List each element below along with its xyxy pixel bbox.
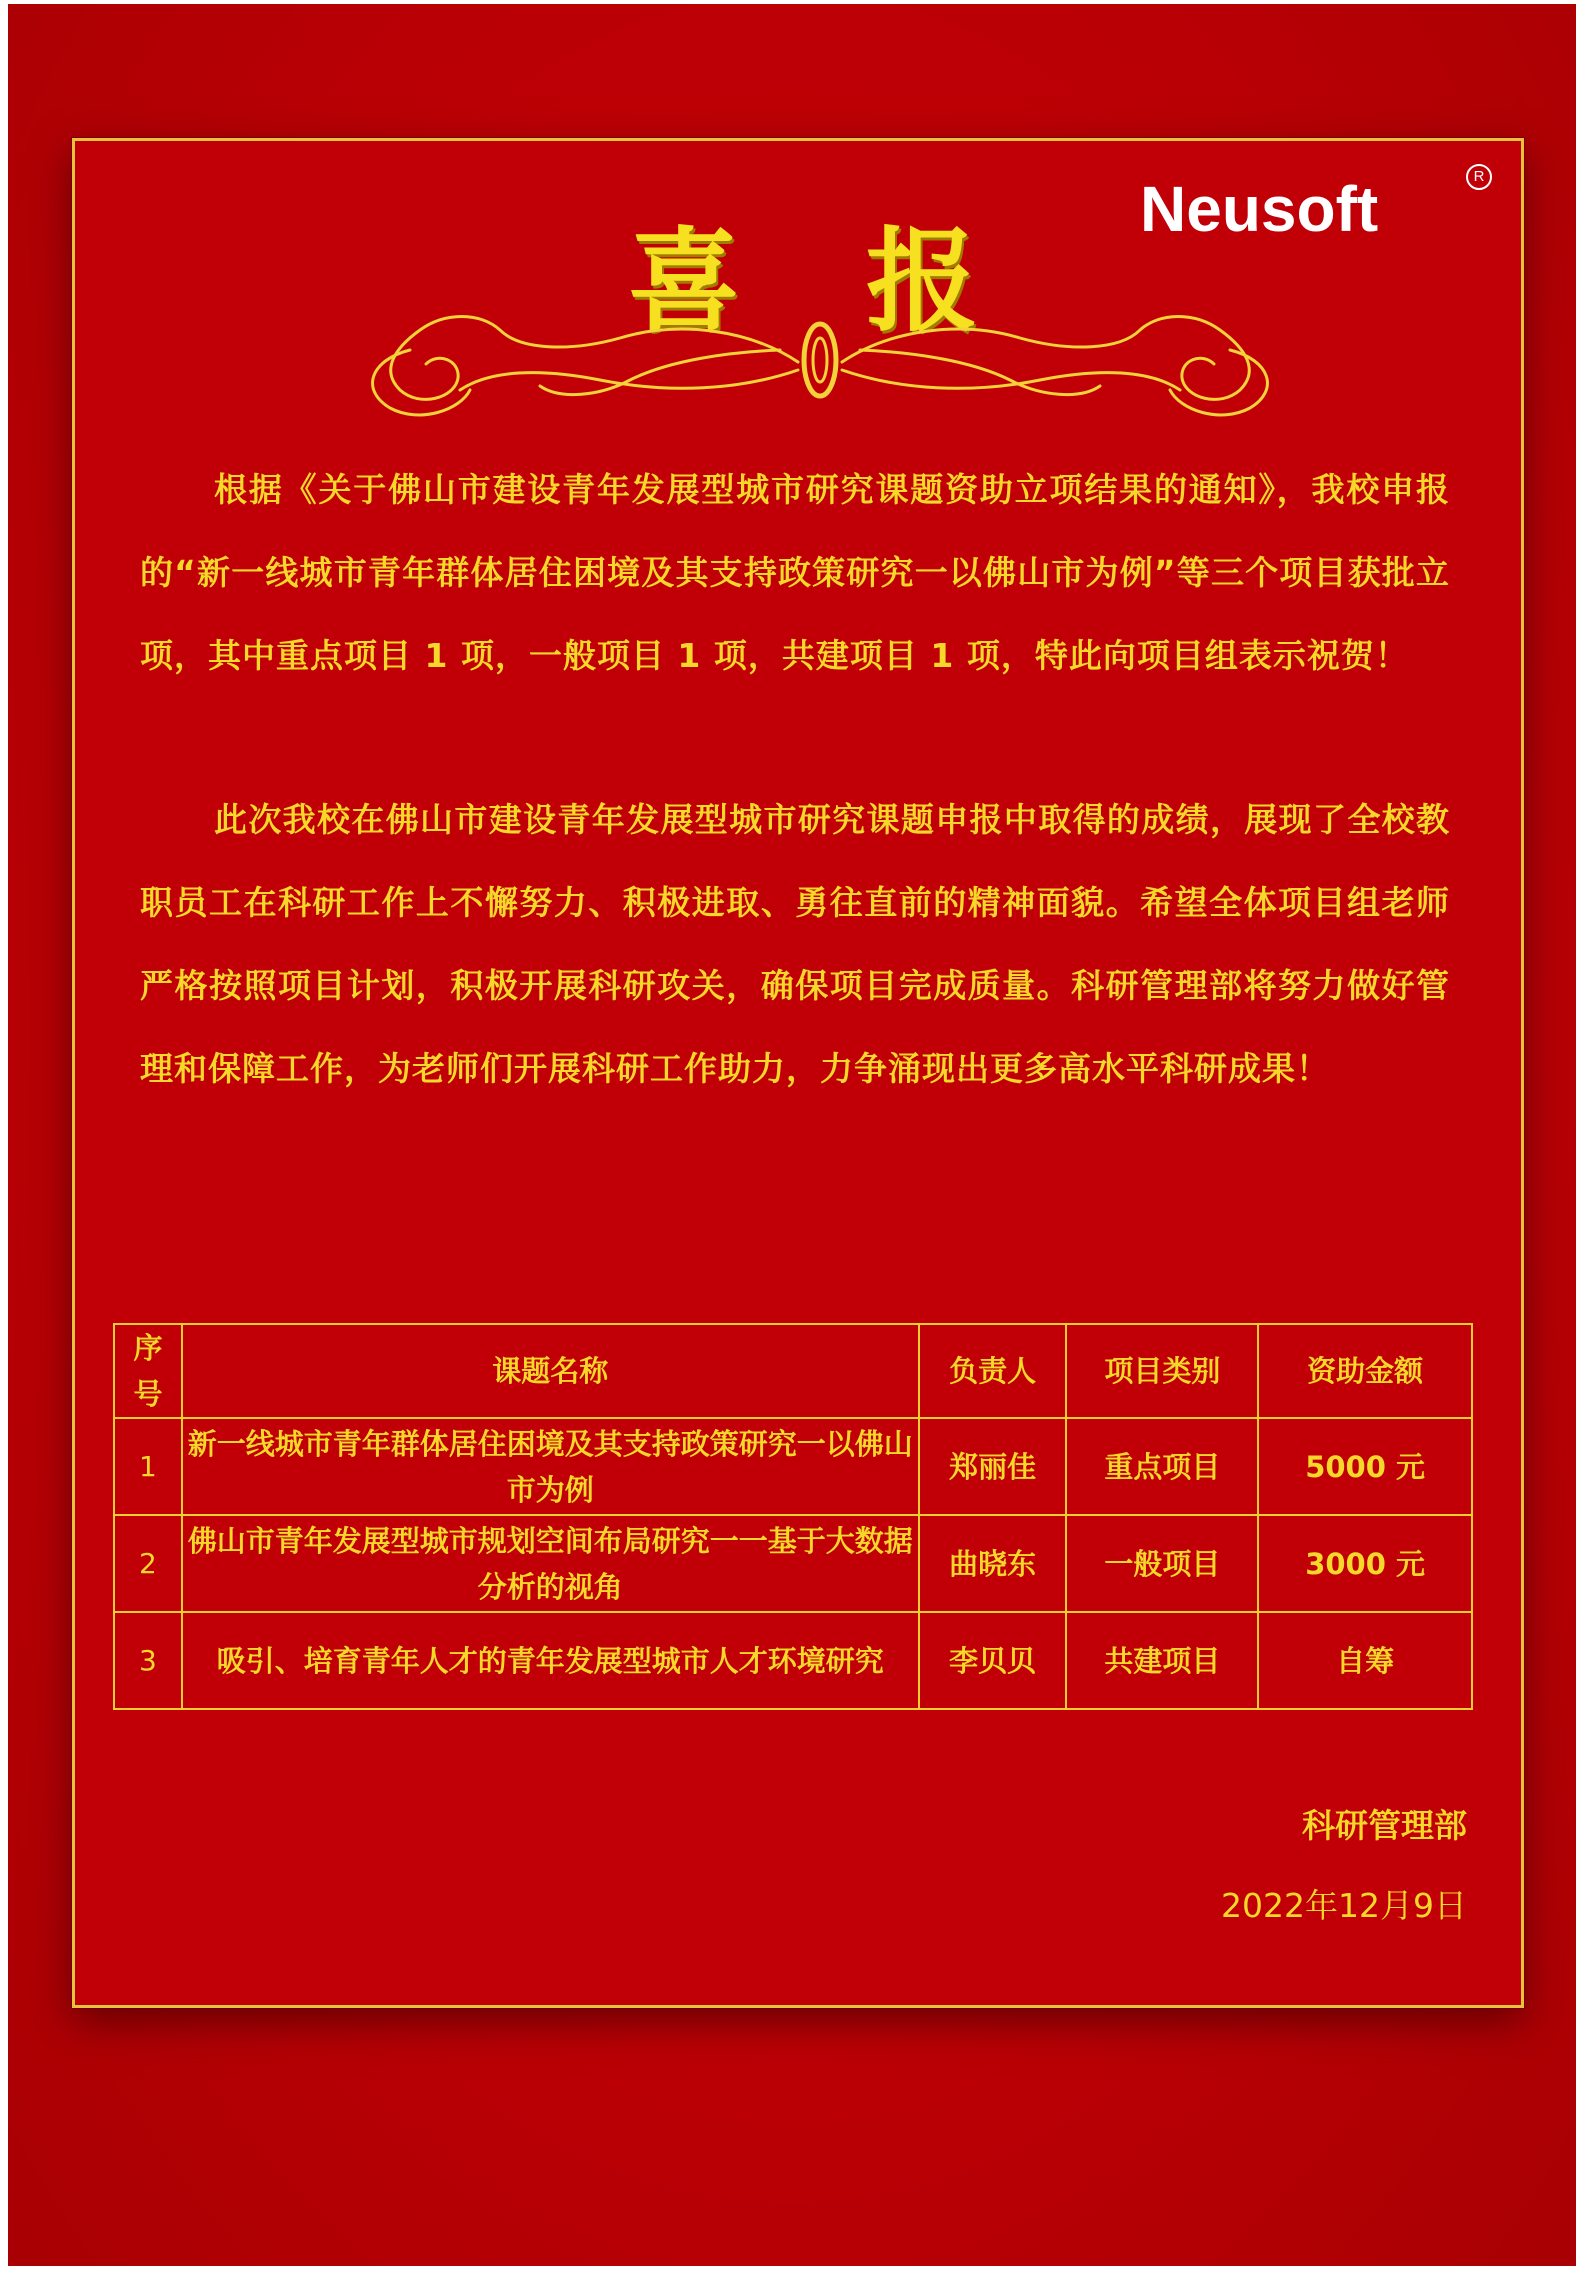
registered-mark-icon: R — [1466, 164, 1492, 190]
row-index: 3 — [114, 1612, 182, 1709]
paragraph-encouragement: 此次我校在佛山市建设青年发展型城市研究课题申报中取得的成绩，展现了全校教职员工在科研工作上不懈努力、积极进取、勇往直前的精神面貌。希望全体项目组老师严格按照项目计划，积极开展科研攻关，确保项目完成质量。科研管理部将努力做好管理和保障工作，为老师们开展科研工作助力，力争涌现出更多高水平科研成果！ — [140, 800, 1450, 1088]
title-char-bao: 报 — [866, 216, 978, 347]
header-index: 序号 — [114, 1324, 182, 1418]
row-topic: 新一线城市青年群体居住困境及其支持政策研究一以佛山市为例 — [182, 1418, 919, 1515]
header-lead: 负责人 — [919, 1324, 1067, 1418]
signature-department: 科研管理部 — [1302, 1806, 1467, 1845]
row-topic: 吸引、培育青年人才的青年发展型城市人才环境研究 — [182, 1612, 919, 1709]
table-row — [114, 1612, 1472, 1709]
row-amount: 5000 元 — [1258, 1418, 1472, 1515]
row-category: 一般项目 — [1066, 1515, 1258, 1612]
row-lead: 郑丽佳 — [919, 1418, 1067, 1515]
row-lead: 李贝贝 — [919, 1612, 1067, 1709]
neusoft-logo: Neusoft — [1140, 173, 1379, 245]
row-amount: 自筹 — [1258, 1612, 1472, 1709]
row-topic: 佛山市青年发展型城市规划空间布局研究一一基于大数据分析的视角 — [182, 1515, 919, 1612]
grants-table — [113, 1323, 1473, 1710]
header-amount: 资助金额 — [1258, 1324, 1472, 1418]
paragraph-approval: 根据《关于佛山市建设青年发展型城市研究课题资助立项结果的通知》，我校申报的“新一线城市青年群体居住困境及其支持政策研究一以佛山市为例”等三个项目获批立项，其中重点项目 1 项，一般项目 1 项，共建项目 1 项，特此向项目组表示祝贺！ — [140, 470, 1450, 675]
title-char-xi: 喜 — [628, 216, 740, 347]
header-topic: 课题名称 — [182, 1324, 919, 1418]
row-category: 重点项目 — [1066, 1418, 1258, 1515]
table-header-row — [114, 1324, 1472, 1418]
row-index: 2 — [114, 1515, 182, 1612]
row-lead: 曲晓东 — [919, 1515, 1067, 1612]
header-category: 项目类别 — [1066, 1324, 1258, 1418]
row-index: 1 — [114, 1418, 182, 1515]
table-row — [114, 1418, 1472, 1515]
decorative-flourish — [350, 290, 1290, 430]
row-category: 共建项目 — [1066, 1612, 1258, 1709]
row-amount: 3000 元 — [1258, 1515, 1472, 1612]
table-row — [114, 1515, 1472, 1612]
signature-date: 2022年12月9日 — [1221, 1886, 1467, 1925]
